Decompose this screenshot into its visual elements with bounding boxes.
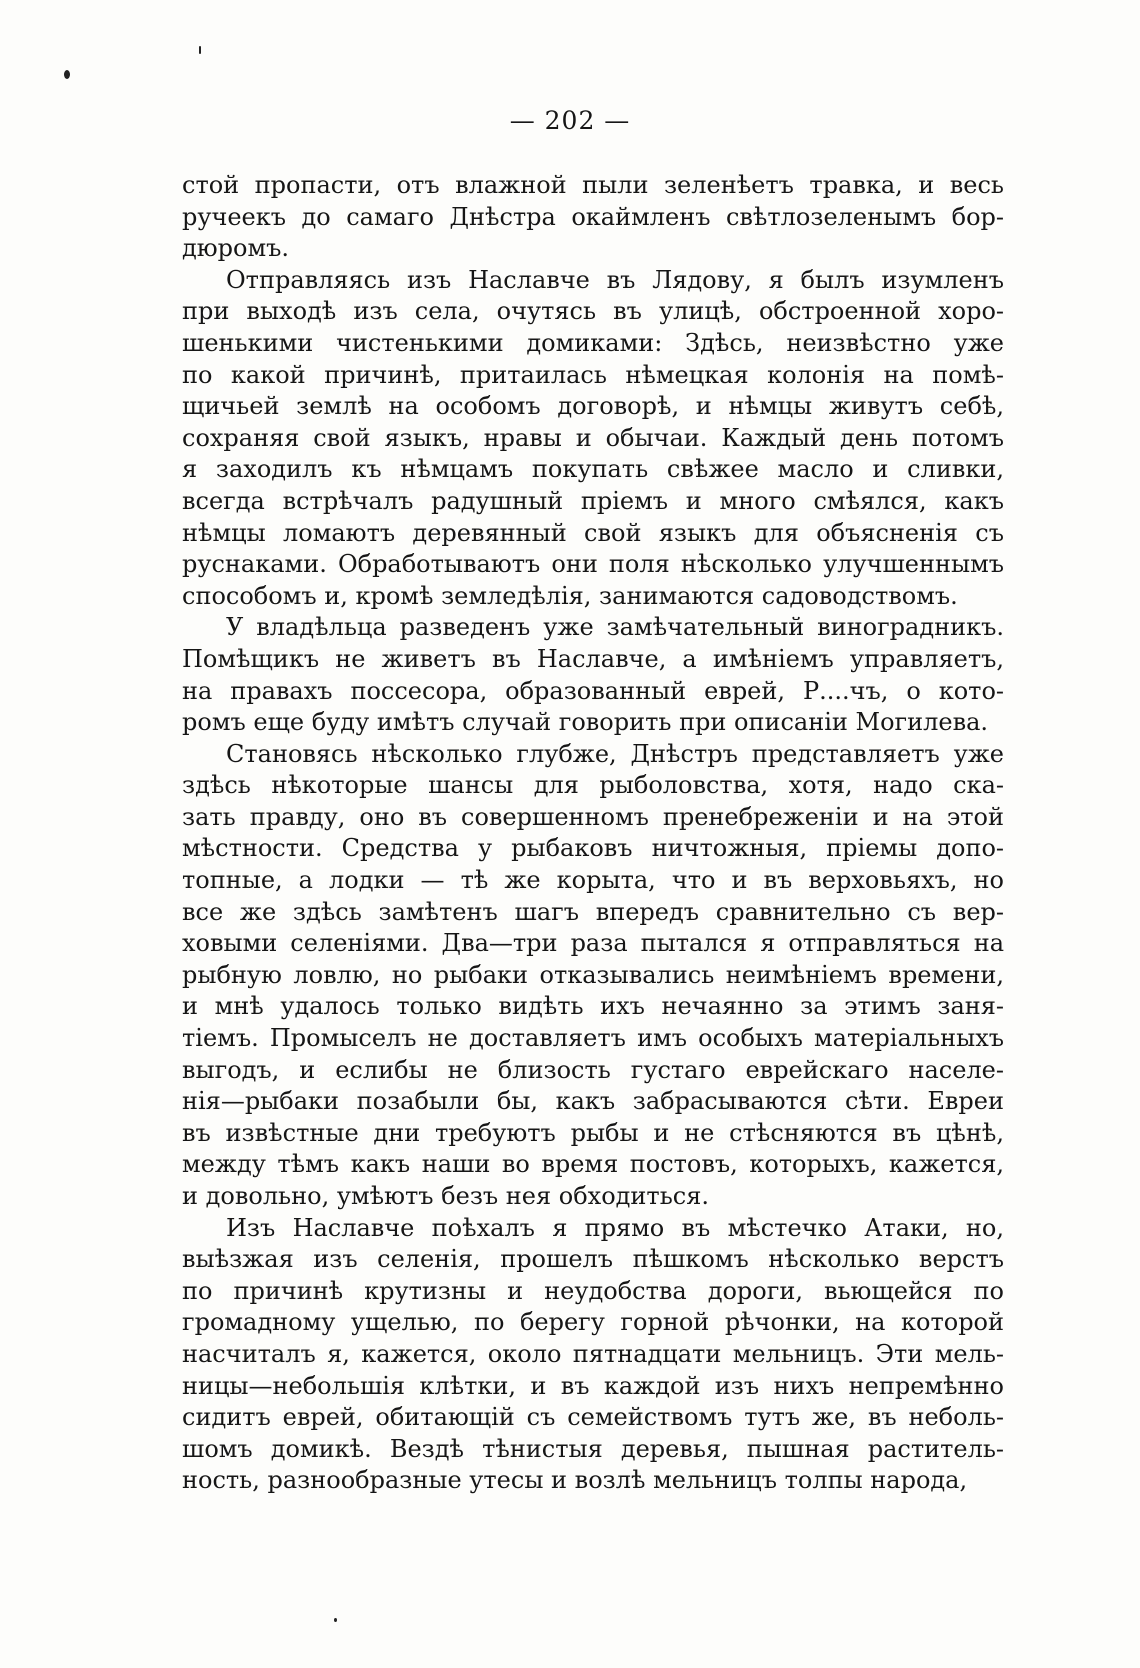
text-line: выѣзжая изъ селенія, прошелъ пѣшкомъ нѣсколько верстъ xyxy=(182,1245,1004,1274)
paragraph-5 xyxy=(182,1213,1004,1497)
text-line: и мнѣ удалось только видѣть ихъ нечаянно за этимъ заня- xyxy=(182,992,1004,1021)
text-line: зать правду, оно въ совершенномъ пренебреженіи и на этой xyxy=(182,802,1004,831)
text-line: Отправляясь изъ Наславче въ Лядову, я былъ изумленъ xyxy=(226,265,1004,294)
text-line: нѣмцы ломаютъ деревянный свой языкъ для объясненія съ xyxy=(182,518,1004,547)
text-line: У владѣльца разведенъ уже замѣчательный виноградникъ. xyxy=(226,613,1004,642)
text-line: здѣсь нѣкоторые шансы для рыболовства, хотя, надо ска- xyxy=(182,771,1004,800)
text-line: Помѣщикъ не живетъ въ Наславче, а имѣніемъ управляетъ, xyxy=(182,644,1004,673)
text-line: и довольно, умѣютъ безъ нея обходиться. xyxy=(182,1182,709,1210)
text-line: между тѣмъ какъ наши во время постовъ, которыхъ, кажется, xyxy=(182,1150,1004,1179)
text-line: ромъ еще буду имѣтъ случай говорить при описаніи Могилева. xyxy=(182,708,989,737)
text-line: все же здѣсь замѣтенъ шагъ впередъ сравнительно съ вер- xyxy=(182,897,1004,926)
scan-speck xyxy=(334,1618,337,1622)
text-line: тіемъ. Промыселъ не доставляетъ имъ особыхъ матеріальныхъ xyxy=(182,1024,1004,1053)
text-line: руснаками. Обработываютъ они поля нѣсколько улучшеннымъ xyxy=(182,550,1004,579)
text-line: дюромъ. xyxy=(182,234,290,263)
text-line: ницы—небольшія клѣтки, и въ каждой изъ нихъ непремѣнно xyxy=(182,1371,1004,1400)
text-line: въ извѣстные дни требуютъ рыбы и не стѣсняются въ цѣнѣ, xyxy=(182,1118,1004,1147)
paragraph-1 xyxy=(182,170,1004,265)
scan-speck xyxy=(64,70,70,79)
text-line: щичьей землѣ на особомъ договорѣ, и нѣмцы живутъ себѣ, xyxy=(182,392,1004,421)
text-line: на правахъ поссесора, образованный еврей, Р....чъ, о кото- xyxy=(182,676,1004,705)
text-line: всегда встрѣчалъ радушный пріемъ и много смѣялся, какъ xyxy=(182,486,1004,515)
scan-speck xyxy=(199,46,201,54)
text-line: Становясь нѣсколько глубже, Днѣстръ представляетъ уже xyxy=(226,739,1004,768)
text-line: громадному ущелью, по берегу горной рѣчонки, на которой xyxy=(182,1308,1004,1337)
text-line: способомъ и, кромѣ земледѣлія, занимаются садоводствомъ. xyxy=(182,581,958,610)
text-line: шомъ домикѣ. Вездѣ тѣнистыя деревья, пышная раститель- xyxy=(182,1434,1004,1463)
text-line: мѣстности. Средства у рыбаковъ ничтожныя, пріемы допо- xyxy=(182,834,1004,863)
text-line: сохраняя свой языкъ, нравы и обычаи. Каждый день потомъ xyxy=(182,423,1004,452)
text-line: топные, а лодки — тѣ же корыта, что и въ верховьяхъ, но xyxy=(182,866,1004,895)
text-line: стой пропасти, отъ влажной пыли зеленѣетъ травка, и весь xyxy=(182,171,1004,199)
body-text xyxy=(182,170,1004,1497)
text-line: ручеекъ до самаго Днѣстра окаймленъ свѣтлозеленымъ бор- xyxy=(182,202,1004,231)
paragraph-3 xyxy=(182,612,1004,738)
text-line: по причинѣ крутизны и неудобства дороги, вьющейся по xyxy=(182,1276,1004,1305)
paragraph-2 xyxy=(182,265,1004,613)
text-line: при выходѣ изъ села, очутясь въ улицѣ, обстроенной хоро- xyxy=(182,297,1004,326)
paragraph-4 xyxy=(182,739,1004,1213)
text-line: сидитъ еврей, обитающій съ семействомъ тутъ же, въ неболь- xyxy=(182,1403,1004,1432)
text-line: я заходилъ къ нѣмцамъ покупать свѣжее масло и сливки, xyxy=(182,455,1004,484)
text-line: ность, разнообразные утесы и возлѣ мельницъ толпы народа, xyxy=(182,1466,968,1495)
text-line: рыбную ловлю, но рыбаки отказывались неимѣніемъ времени, xyxy=(182,960,1004,989)
text-line: насчиталъ я, кажется, около пятнадцати мельницъ. Эти мель- xyxy=(182,1339,1004,1368)
page-number: — 202 — xyxy=(509,106,631,135)
text-line: нія—рыбаки позабыли бы, какъ забрасываются сѣти. Евреи xyxy=(182,1087,1004,1116)
text-line: Изъ Наславче поѣхалъ я прямо въ мѣстечко Атаки, но, xyxy=(226,1213,1004,1242)
text-line: ховыми селеніями. Два—три раза пытался я отправляться на xyxy=(182,929,1004,958)
text-line: шенькими чистенькими домиками: Здѣсь, неизвѣстно уже xyxy=(182,328,1004,357)
text-line: по какой причинѣ, притаилась нѣмецкая колонія на помѣ- xyxy=(182,360,1004,389)
text-line: выгодъ, и еслибы не близость густаго еврейскаго населе- xyxy=(182,1055,1004,1084)
